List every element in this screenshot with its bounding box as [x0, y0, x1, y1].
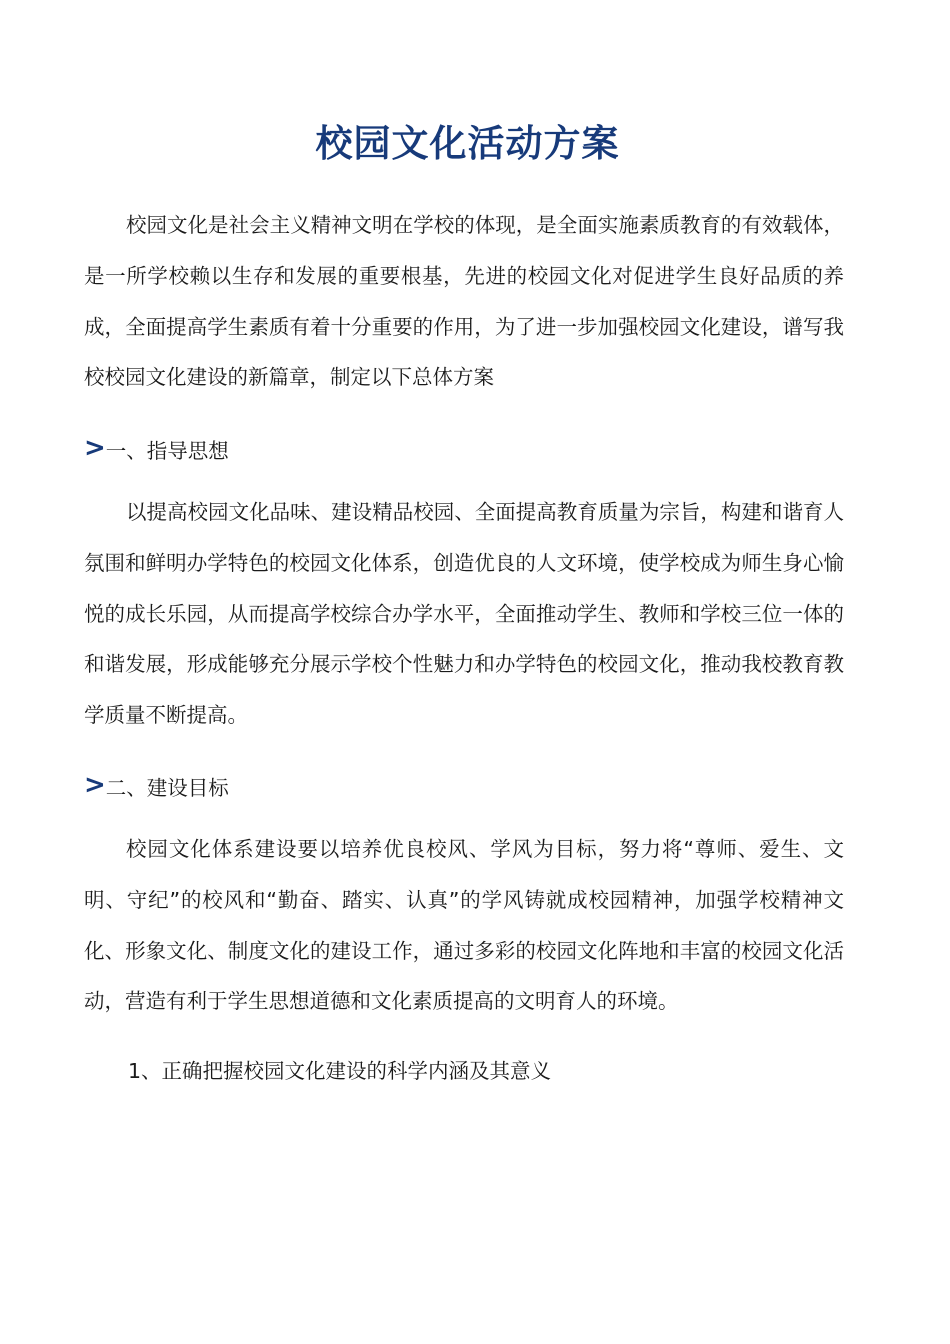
section-heading-label: 二、建设目标 — [105, 776, 229, 800]
section-body-goals: 校园文化体系建设要以培养优良校风、学风为目标，努力将“尊师、爱生、文明、守纪”的校风和“勤奋、踏实、认真”的学风铸就成校园精神，加强学校精神文化、形象文化、制度文化的建设工作，通过多彩的校园文化阵地和丰富的校园文化活动，营造有利于学生思想道德和文化素质提高的文明育人的环境。 — [84, 837, 844, 1014]
chevron-right-icon: > — [84, 770, 106, 800]
section-heading-label: 一、指导思想 — [105, 439, 229, 463]
chevron-right-icon: > — [84, 433, 106, 463]
document-title: 校园文化活动方案 — [315, 122, 620, 165]
section-heading-guiding-ideology — [84, 433, 229, 466]
subitem-heading: 1、正确把握校园文化建设的科学内涵及其意义 — [128, 1059, 552, 1083]
intro-paragraph: 校园文化是社会主义精神文明在学校的体现，是全面实施素质教育的有效载体，是一所学校赖以生存和发展的重要根基，先进的校园文化对促进学生良好品质的养成，全面提高学生素质有着十分重要的作用，为了进一步加强校园文化建设，谱写我校校园文化建设的新篇章，制定以下总体方案 — [84, 213, 844, 390]
section-heading-goals — [84, 770, 229, 803]
section-body-guiding-ideology: 以提高校园文化品味、建设精品校园、全面提高教育质量为宗旨，构建和谐育人氛围和鲜明办学特色的校园文化体系，创造优良的人文环境，使学校成为师生身心愉悦的成长乐园，从而提高学校综合办学水平，全面推动学生、教师和学校三位一体的和谐发展，形成能够充分展示学校个性魅力和办学特色的校园文化，推动我校教育教学质量不断提高。 — [84, 500, 844, 728]
